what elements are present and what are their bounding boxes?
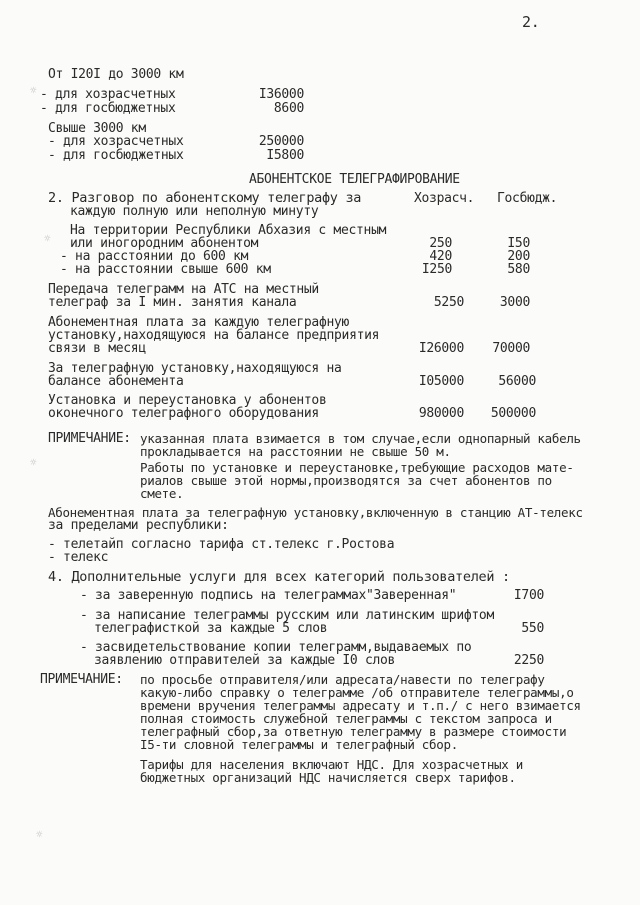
subscriber-install-line-1: За телеграфную установку,находящуюся на	[48, 361, 342, 376]
range-2-commercial-value: 250000	[258, 134, 304, 149]
territory-line-1: На территории Республики Абхазия с местным	[70, 223, 387, 238]
item-4-service-1-value: I700	[513, 588, 544, 603]
column-header-commercial: Хозрасч.	[414, 191, 475, 206]
note-2-label: ПРИМЕЧАНИЕ:	[40, 672, 123, 687]
range-2-commercial-label: - для хозрасчетных	[48, 134, 184, 149]
note-2-line-5: телеграфный сбор,за ответную телеграмму в размере стоимости	[140, 724, 567, 739]
note-2-line-4: полная стоимость служебной телеграммы с текстом запроса и	[140, 711, 552, 726]
tariff-note-line-2: бюджетных организаций НДС начисляется сверх тарифов.	[140, 770, 516, 785]
subscription-commercial: I26000	[418, 341, 464, 356]
subscriber-install-commercial: I05000	[418, 374, 464, 389]
note-1-line-1: указанная плата взимается в том случае,если однопарный кабель	[140, 431, 581, 446]
note-2-line-6: I5-ти словной телеграммы и телеграфный сбор.	[140, 737, 458, 752]
note-2-line-2: какую-либо справку о телеграмме /об отправителе телеграммы,о	[140, 685, 574, 700]
item-4-service-2-line-2: телеграфисткой за каждые 5 слов	[94, 621, 328, 636]
territory-budget-3: 580	[507, 262, 530, 277]
scan-smudge: ☼	[44, 232, 51, 245]
territory-budget-1: I50	[507, 236, 530, 251]
note-1-line-3: Работы по установке и переустановке,требующие расходов мате-	[140, 460, 574, 475]
transfer-line-2: телеграф за I мин. занятия канала	[48, 295, 297, 310]
item-4-service-3-value: 2250	[513, 653, 544, 668]
note-1-line-2: прокладывается на расстоянии не свыше 50 м.	[140, 444, 451, 459]
subscription-budget: 70000	[492, 341, 530, 356]
range-1-budget-label: - для госбюджетных	[40, 101, 176, 116]
page-number: 2.	[522, 13, 540, 31]
scan-smudge: ☼	[36, 828, 43, 841]
item-4-service-2-line-1: - за написание телеграммы русским или латинским шрифтом	[80, 608, 494, 623]
territory-budget-2: 200	[507, 249, 530, 264]
note-1-label: ПРИМЕЧАНИЕ:	[48, 431, 131, 446]
range-1-commercial-value: I36000	[258, 87, 304, 102]
tariff-note-line-1: Тарифы для населения включают НДС. Для хозрасчетных и	[140, 757, 523, 772]
range-1-budget-value: 8600	[273, 101, 304, 116]
install-line-1: Установка и переустановка у абонентов	[48, 393, 327, 408]
item-4-title: 4. Дополнительные услуги для всех категорий пользователей :	[48, 569, 510, 585]
note-2-line-1: по просьбе отправителя/или адресата/навести по телеграфу	[140, 672, 545, 687]
range-1-commercial-label: - для хозрасчетных	[40, 87, 176, 102]
territory-commercial-2: 420	[429, 249, 452, 264]
note-1-line-5: смете.	[140, 486, 184, 501]
column-header-budget: Госбюдж.	[497, 191, 558, 206]
territory-commercial-3: I250	[421, 262, 452, 277]
item-4-service-1: - за заверенную подпись на телеграммах"Заверенная"	[80, 588, 457, 603]
scan-smudge: ☼	[30, 456, 37, 469]
territory-line-3: - на расстоянии до 600 км	[60, 249, 249, 264]
territory-line-4: - на расстоянии свыше 600 км	[60, 262, 271, 277]
item-2-line-2: каждую полную или неполную минуту	[70, 204, 319, 219]
range-2-budget-label: - для госбюджетных	[48, 148, 184, 163]
range-2-heading: Свыше 3000 км	[48, 121, 146, 136]
transfer-commercial: 5250	[433, 295, 464, 310]
subscriber-install-budget: 56000	[498, 374, 536, 389]
territory-line-2: или иногородним абонентом	[70, 236, 259, 251]
range-1-heading: От I20I до 3000 км	[48, 67, 184, 82]
item-4-service-3-line-1: - засвидетельствование копии телеграмм,выдаваемых по	[80, 640, 472, 655]
telex-line-1: Абонементная плата за телеграфную установку,включенную в станцию АТ-телекс	[48, 505, 583, 520]
transfer-budget: 3000	[499, 295, 530, 310]
telex-line-4: - телекс	[48, 550, 109, 565]
note-1-line-4: риалов свыше этой нормы,производятся за счет абонентов по	[140, 473, 552, 488]
subscription-line-2: установку,находящуюся на балансе предприятия	[48, 328, 380, 343]
install-budget: 500000	[490, 406, 536, 421]
transfer-line-1: Передача телеграмм на АТС на местный	[48, 282, 319, 297]
item-2-line-1: 2. Разговор по абонентскому телеграфу за	[48, 190, 362, 206]
subscriber-install-line-2: балансе абонемента	[48, 374, 184, 389]
subscription-line-1: Абонементная плата за каждую телеграфную	[48, 315, 350, 330]
item-4-service-3-line-2: заявлению отправителей за каждые I0 слов	[94, 653, 396, 668]
telex-line-2: за пределами республики:	[48, 518, 229, 533]
scan-smudge: ☼	[30, 84, 37, 97]
item-4-service-2-value: 550	[521, 621, 544, 636]
range-2-budget-value: I5800	[266, 148, 304, 163]
telex-line-3: - телетайп согласно тарифа ст.телекс г.Ростова	[48, 537, 395, 552]
subscription-line-3: связи в месяц	[48, 341, 146, 356]
territory-commercial-1: 250	[429, 236, 452, 251]
install-commercial: 980000	[418, 406, 464, 421]
section-title: АБОНЕНТСКОЕ ТЕЛЕГРАФИРОВАНИЕ	[249, 172, 460, 187]
note-2-line-3: времени вручения телеграммы адресату и т.п./ с него взимается	[140, 698, 581, 713]
install-line-2: оконечного телеграфного оборудования	[48, 406, 319, 421]
